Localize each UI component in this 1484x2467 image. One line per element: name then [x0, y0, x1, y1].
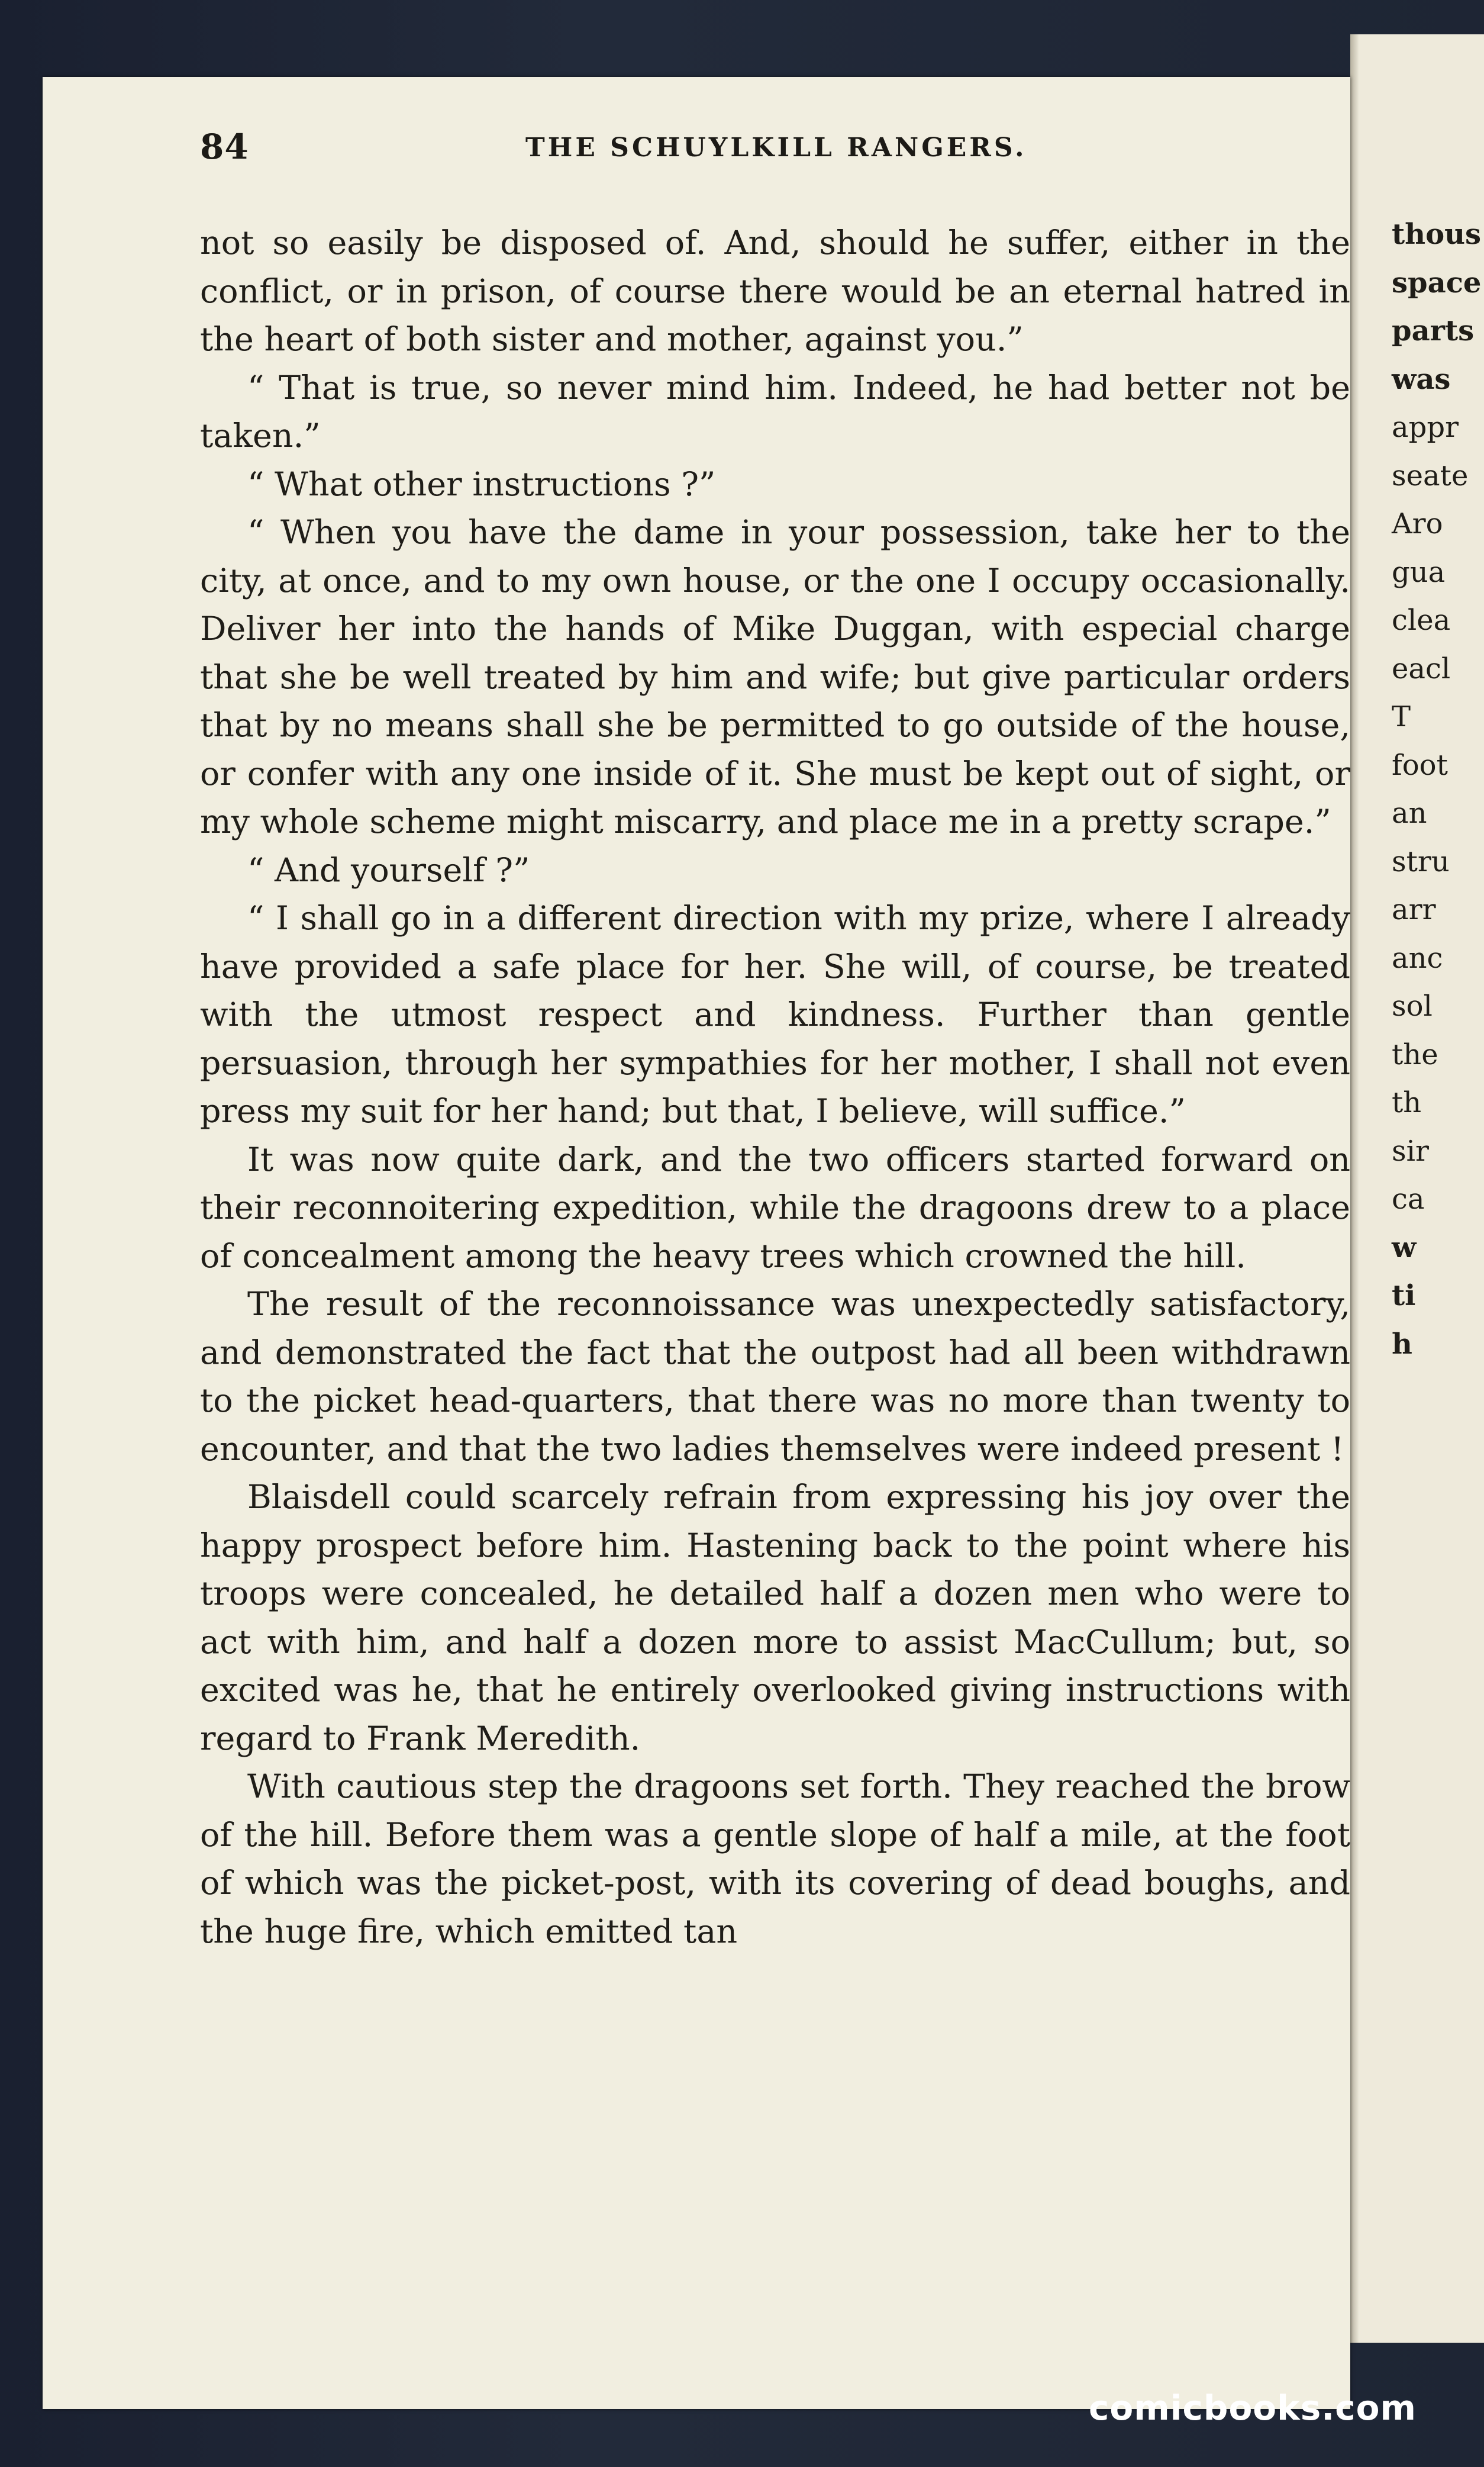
next-page-fragment: space [1392, 266, 1482, 299]
next-page-fragment: seate [1392, 459, 1469, 492]
next-page-fragment: foot [1392, 748, 1448, 782]
next-page-fragment: sol [1392, 990, 1433, 1023]
paragraph: “ What other instructions ?” [247, 465, 716, 504]
paragraph: not so easily be disposed of. And, should he suffer, either in the conflict, or in prison, of course there would be an eternal hatred in the heart of both sister and mother, against you.” [200, 224, 1350, 359]
next-page-fragment: an [1392, 797, 1427, 830]
paragraph: “ That is true, so never mind him. Indeed, he had better not be taken.” [200, 368, 1350, 455]
next-page-fragment: the [1392, 1038, 1438, 1071]
next-page-fragment: gua [1392, 555, 1446, 589]
next-page-fragment: w [1392, 1231, 1417, 1264]
paragraph: “ And yourself ?” [247, 851, 530, 890]
paragraph: “ I shall go in a different direction with my prize, where I already have provided a safe place for her. She will, of course, be treated with the utmost respect and kindness. Further than gentle persuasion, through her sympathies for her mother, I shall not even press my suit for her hand; but that, I believe, will suffice.” [200, 899, 1350, 1131]
next-page-fragment: eacl [1392, 652, 1451, 685]
next-page-text [1392, 211, 1484, 1368]
next-page-fragment: ca [1392, 1183, 1425, 1216]
running-head [200, 127, 1350, 174]
next-page-fragment: T [1392, 700, 1411, 733]
next-page-fragment: was [1392, 362, 1451, 396]
next-page-fragment: th [1392, 1086, 1422, 1119]
page-seam [1350, 34, 1359, 2343]
next-page-fragment: sir [1392, 1134, 1429, 1168]
next-page-fragment: thous [1392, 218, 1482, 251]
running-title: THE SCHUYLKILL RANGERS. [525, 133, 1027, 163]
watermark: comicbooks.com [1089, 2388, 1417, 2428]
next-page-fragment: ti [1392, 1279, 1416, 1312]
next-page-fragment: clea [1392, 604, 1451, 637]
paragraph: Blaisdell could scarcely refrain from expressing his joy over the happy prospect before him. Hastening back to the point where his troops were concealed, he detailed half a dozen men who were to act with him, and half a dozen more to assist MacCullum; but, so excited was he, that he entirely overlooked giving instructions with regard to Frank Meredith. [200, 1478, 1350, 1758]
paragraph: “ When you have the dame in your possession, take her to the city, at once, and to my own house, or the one I occupy occasionally. Deliver her into the hands of Mike Duggan, with especial charge that she be well treated by him and wife; but give particular orders that by no means shall she be permitted to go outside of the house, or confer with any one inside of it. She must be kept out of sight, or my whole scheme might miscarry, and place me in a pretty scrape.” [200, 513, 1350, 841]
paragraph: The result of the reconnoissance was unexpectedly satisfactory, and demonstrated the fact that the outpost had all been withdrawn to the picket head-quarters, that there was no more than twenty to encounter, and that the two ladies themselves were indeed present ! [200, 1285, 1350, 1468]
next-page-fragment: arr [1392, 893, 1436, 926]
next-page-fragment: anc [1392, 941, 1443, 975]
body-text [200, 219, 1350, 1956]
next-page-fragment: parts [1392, 314, 1475, 347]
next-page-fragment: appr [1392, 411, 1459, 444]
next-page-fragment: h [1392, 1327, 1412, 1361]
paragraph: With cautious step the dragoons set forth. They reached the brow of the hill. Before them was a gentle slope of half a mile, at the foot of which was the picket-post, with its covering of dead boughs, and the huge fire, which emitted tan [200, 1767, 1350, 1951]
paragraph: It was now quite dark, and the two officers started forward on their reconnoitering expedition, while the dragoons drew to a place of concealment among the heavy trees which crowned the hill. [200, 1140, 1350, 1276]
page-number: 84 [200, 127, 249, 167]
next-page-fragment: stru [1392, 845, 1450, 878]
next-page-fragment: Aro [1392, 507, 1443, 540]
